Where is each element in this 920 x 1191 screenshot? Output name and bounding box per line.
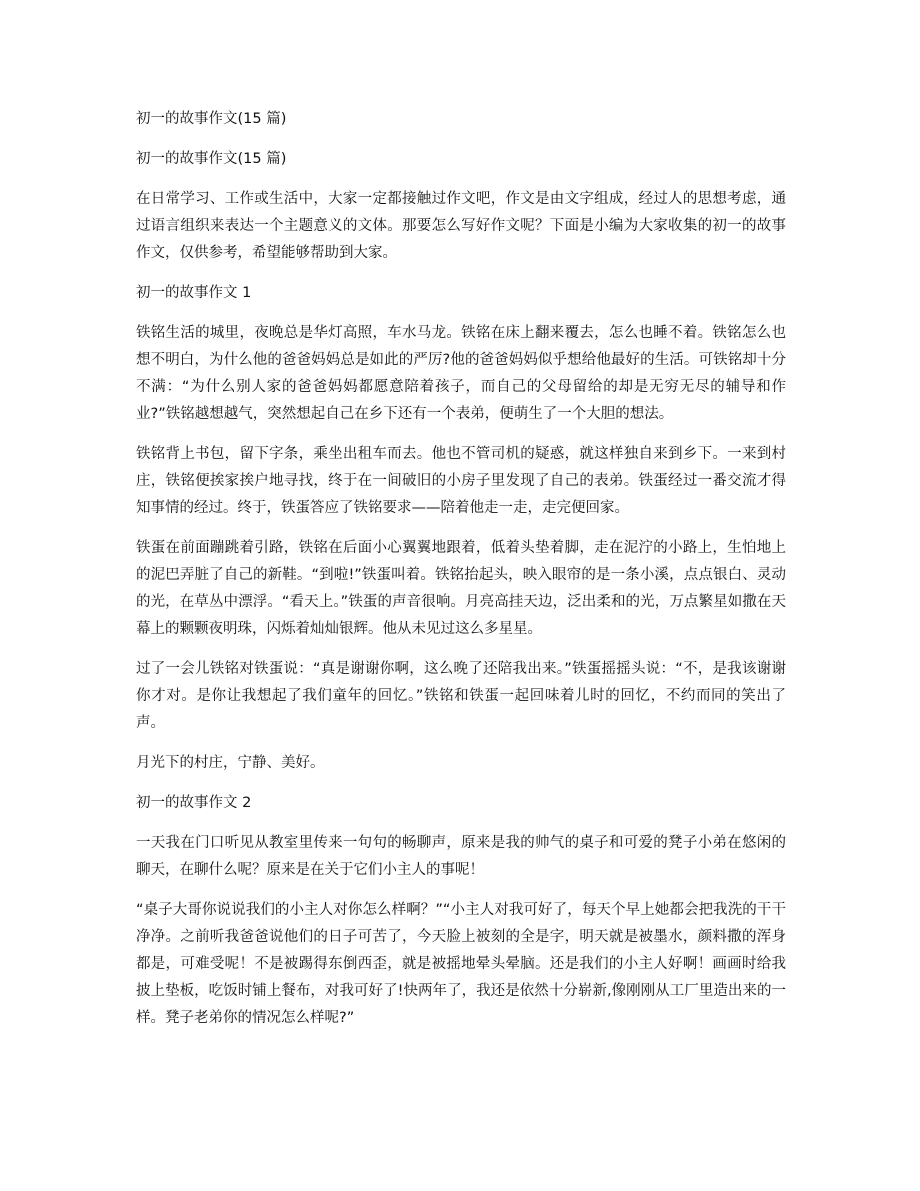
intro-paragraph: 在日常学习、工作或生活中，大家一定都接触过作文吧，作文是由文字组成，经过人的思想考虑，通过语言组织来表达一个主题意义的文体。那要怎么写好作文呢？下面是小编为大家收集的初一的故事作文，仅供参考，希望能够帮助到大家。	[136, 191, 786, 261]
essay-1-paragraph-5: 月光下的村庄，宁静、美好。	[136, 755, 325, 771]
essay-1-paragraph-1: 铁铭生活的城里，夜晚总是华灯高照，车水马龙。铁铭在床上翻来覆去，怎么也睡不着。铁铭怎么也想不明白，为什么他的爸爸妈妈总是如此的严厉?他的爸爸妈妈似乎想给他最好的生活。可铁铭却十分不满：“为什么别人家的爸爸妈妈都愿意陪着孩子，而自己的父母留给的却是无穷无尽的辅导和作业?”铁铭越想越气，突然想起自己在乡下还有一个表弟，便萌生了一个大胆的想法。	[136, 325, 786, 422]
essay-2-paragraph-1: 一天我在门口听见从教室里传来一句句的畅聊声，原来是我的帅气的桌子和可爱的凳子小弟在悠闲的聊天，在聊什么呢？原来是在关于它们小主人的事呢！	[136, 835, 786, 878]
document-page	[136, 106, 786, 1045]
essay-1-paragraph-4: 过了一会儿铁铭对铁蛋说：“真是谢谢你啊，这么晚了还陪我出来。”铁蛋摇摇头说：“不，是我该谢谢你才对。是你让我想起了我们童年的回忆。”铁铭和铁蛋一起回味着儿时的回忆，不约而同的笑出了声。	[136, 661, 786, 731]
essay-2-paragraph-2: “桌子大哥你说说我们的小主人对你怎么样啊？”“小主人对我可好了，每天个早上她都会把我洗的干干净净。之前听我爸爸说他们的日子可苦了，今天脸上被刻的全是字，明天就是被墨水，颜料撒的浑身都是，可难受呢！不是被踢得东倒西歪，就是被摇地晕头晕脑。还是我们的小主人好啊！画画时给我披上垫板，吃饭时铺上餐布，对我可好了!快两年了，我还是依然十分崭新,像刚刚从工厂里造出来的一样。凳子老弟你的情况怎么样呢?”	[136, 902, 786, 1026]
document-title: 初一的故事作文(15 篇)	[136, 111, 287, 127]
document-subtitle: 初一的故事作文(15 篇)	[136, 151, 287, 167]
essay-2-heading: 初一的故事作文 2	[136, 795, 252, 811]
essay-1-paragraph-3: 铁蛋在前面蹦跳着引路，铁铭在后面小心翼翼地跟着，低着头垫着脚，走在泥泞的小路上，生怕地上的泥巴弄脏了自己的新鞋。“到啦!”铁蛋叫着。铁铭抬起头，映入眼帘的是一条小溪，点点银白、灵动的光，在草丛中漂浮。“看天上。”铁蛋的声音很响。月亮高挂天边，泛出柔和的光，万点繁星如撒在天幕上的颗颗夜明珠，闪烁着灿灿银辉。他从未见过这么多星星。	[136, 540, 786, 637]
essay-1-heading: 初一的故事作文 1	[136, 285, 252, 301]
essay-1-paragraph-2: 铁铭背上书包，留下字条，乘坐出租车而去。他也不管司机的疑惑，就这样独自来到乡下。一来到村庄，铁铭便挨家挨户地寻找，终于在一间破旧的小房子里发现了自己的表弟。铁蛋经过一番交流才得知事情的经过。终于，铁蛋答应了铁铭要求——陪着他走一走，走完便回家。	[136, 446, 786, 516]
